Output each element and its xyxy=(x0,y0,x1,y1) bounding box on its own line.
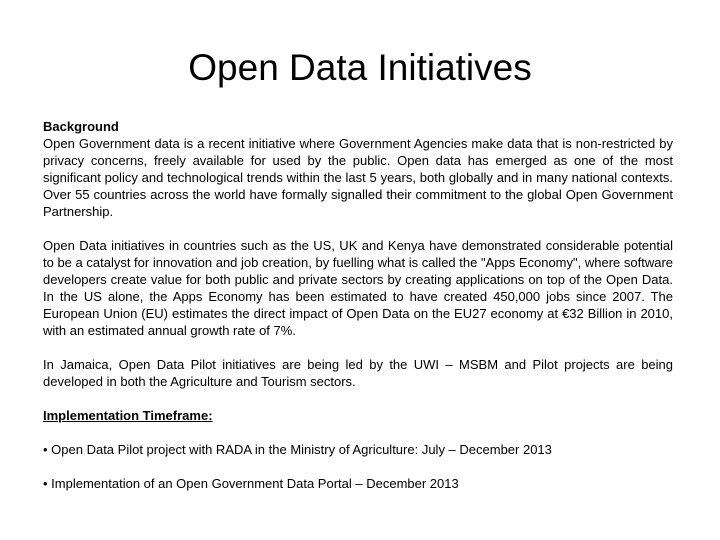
slide-title: Open Data Initiatives xyxy=(188,47,532,88)
spacer xyxy=(43,339,673,356)
spacer xyxy=(43,220,673,237)
bullet-item: • Implementation of an Open Government Data Portal – December 2013 xyxy=(43,476,459,491)
spacer xyxy=(43,424,673,441)
implementation-heading: Implementation Timeframe: xyxy=(43,408,213,423)
apps-economy-paragraph: Open Data initiatives in countries such as the US, UK and Kenya have demonstrated considerable potential to be a catalyst for innovation and job creation, by fuelling what is called the "Apps Economy", where software developers create value for both public and private sectors by creating applications on top of the Open Data. In the US alone, the Apps Economy has been estimated to have created 450,000 jobs since 2007. The European Union (EU) estimates the direct impact of Open Data on the EU27 economy at €32 Billion in 2010, with an estimated annual growth rate of 7%. xyxy=(43,238,673,338)
spacer xyxy=(43,390,673,407)
slide-body xyxy=(43,118,673,492)
background-paragraph: Open Government data is a recent initiative where Government Agencies make data that is non-restricted by privacy concerns, freely available for used by the public. Open data has emerged as one of the most significant policy and technological trends within the last 5 years, both globally and in many national contexts. Over 55 countries across the world have formally signalled their commitment to the global Open Government Partnership. xyxy=(43,136,673,219)
background-heading: Background xyxy=(43,119,119,134)
spacer xyxy=(43,458,673,475)
jamaica-paragraph: In Jamaica, Open Data Pilot initiatives are being led by the UWI – MSBM and Pilot projects are being developed in both the Agriculture and Tourism sectors. xyxy=(43,357,673,389)
bullet-item: • Open Data Pilot project with RADA in the Ministry of Agriculture: July – December 2013 xyxy=(43,442,552,457)
